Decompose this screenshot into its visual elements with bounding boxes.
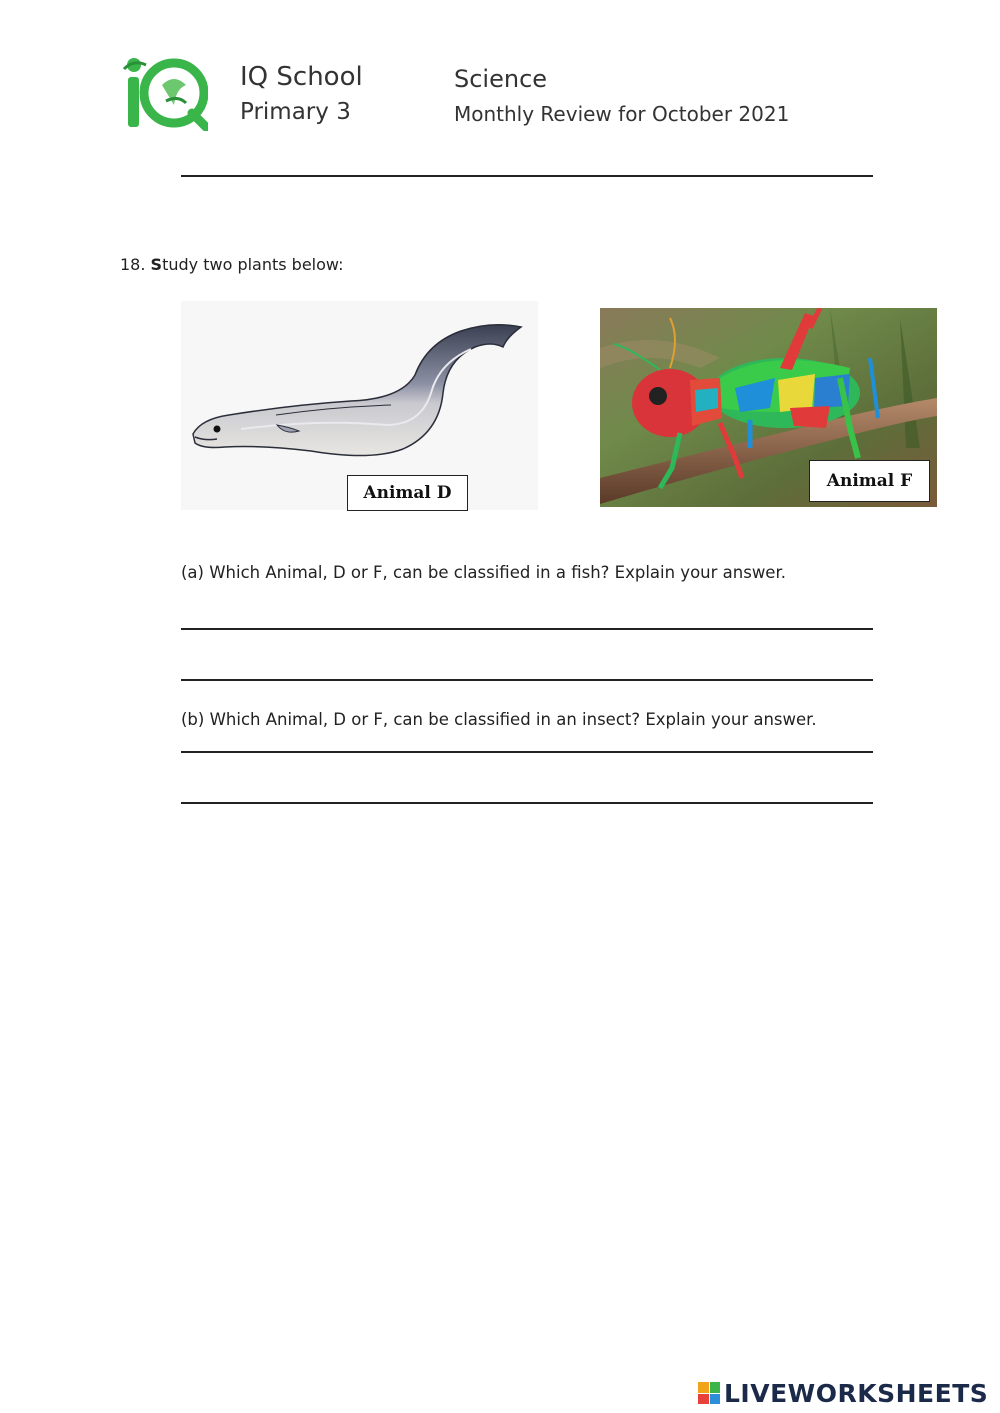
question-number: 18.	[120, 255, 146, 274]
answer-line-b2[interactable]	[181, 802, 873, 804]
animal-f-label: Animal F	[809, 460, 930, 502]
iq-school-logo	[122, 55, 208, 131]
subject-title: Science	[454, 65, 548, 93]
answer-line-b1[interactable]	[181, 751, 873, 753]
answer-line-a2[interactable]	[181, 679, 873, 681]
header-rule	[181, 175, 873, 177]
answer-line-a1[interactable]	[181, 628, 873, 630]
animal-d-image	[181, 301, 538, 510]
question-intro	[120, 255, 344, 274]
review-title: Monthly Review for October 2021	[454, 102, 790, 126]
grade-level: Primary 3	[240, 99, 351, 125]
intro-bold-letter: S	[150, 255, 163, 274]
liveworksheets-mark-icon	[698, 1382, 720, 1404]
intro-text: tudy two plants below:	[162, 255, 344, 274]
animal-f-image	[600, 308, 937, 507]
school-name: IQ School	[240, 62, 363, 92]
animal-d-label: Animal D	[347, 475, 468, 511]
question-part-b: (b) Which Animal, D or F, can be classified in an insect? Explain your answer.	[181, 710, 817, 729]
question-part-a: (a) Which Animal, D or F, can be classified in a fish? Explain your answer.	[181, 563, 786, 582]
liveworksheets-logo	[698, 1378, 988, 1408]
liveworksheets-brand: LIVEWORKSHEETS	[724, 1378, 989, 1408]
